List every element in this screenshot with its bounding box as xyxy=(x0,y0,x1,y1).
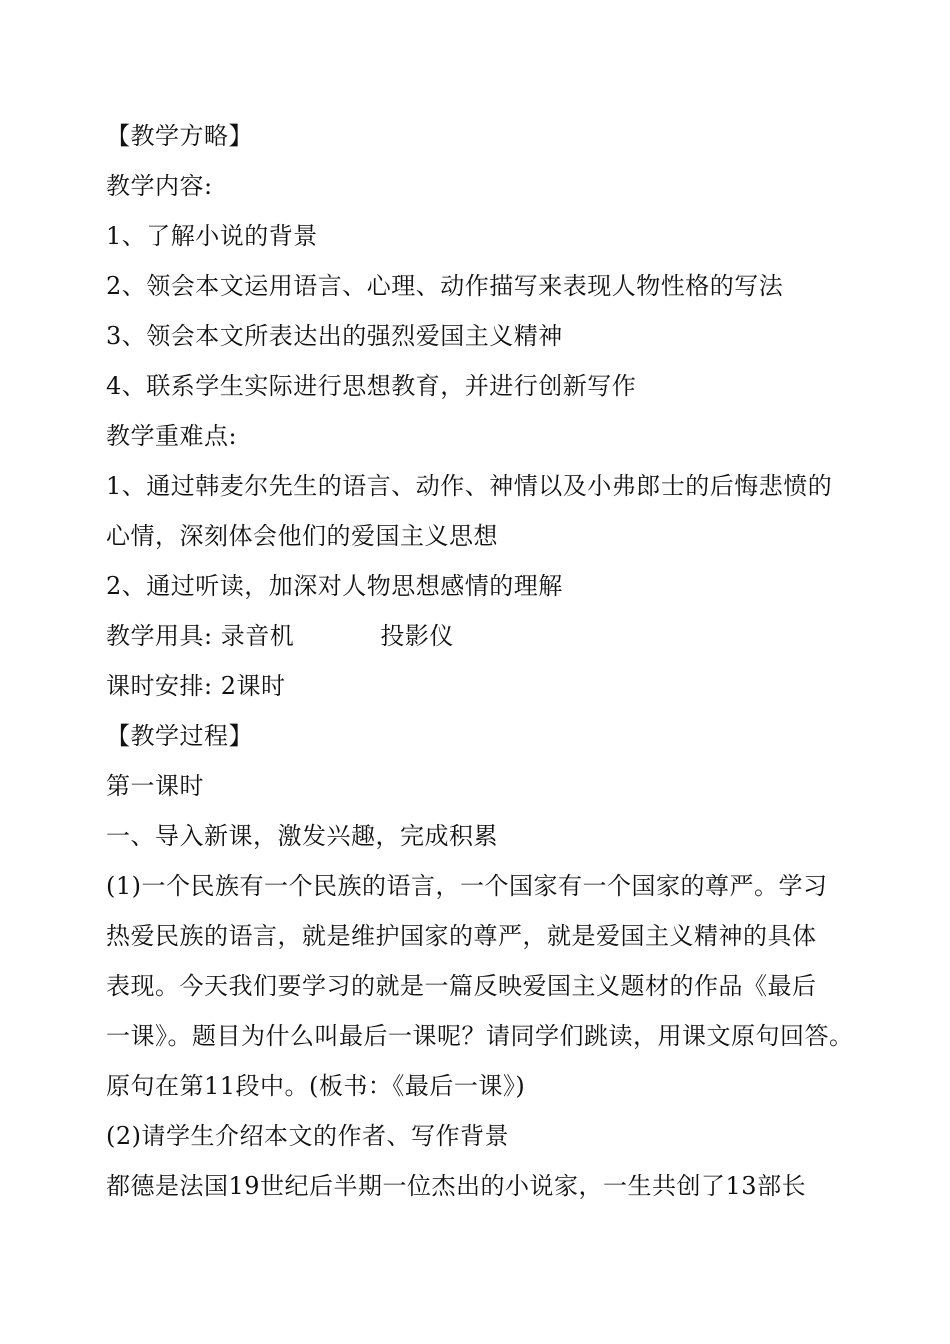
paragraph-line: 表现。今天我们要学习的就是一篇反映爱国主义题材的作品《最后 xyxy=(106,972,817,1000)
equipment-label: 教学用具: xyxy=(106,622,213,650)
equipment-item: 投影仪 xyxy=(380,622,454,650)
content-item: 2、领会本文运用语言、心理、动作描写来表现人物性格的写法 xyxy=(106,272,784,300)
key-point-line: 2、通过听读，加深对人物思想感情的理解 xyxy=(106,572,563,600)
key-point-line: 1、通过韩麦尔先生的语言、动作、神情以及小弗郎士的后悔悲愤的 xyxy=(106,472,833,500)
section-one-title: 一、导入新课，激发兴趣，完成积累 xyxy=(106,822,498,850)
content-item: 1、了解小说的背景 xyxy=(106,222,318,250)
paragraph-line: 热爱民族的语言，就是维护国家的尊严，就是爱国主义精神的具体 xyxy=(106,922,817,950)
key-points-label: 教学重难点: xyxy=(106,422,238,450)
content-item: 4、联系学生实际进行思想教育，并进行创新写作 xyxy=(106,372,637,400)
teaching-equipment xyxy=(106,620,454,652)
teaching-content-label: 教学内容: xyxy=(106,172,213,200)
content-item: 3、领会本文所表达出的强烈爱国主义精神 xyxy=(106,322,563,350)
paragraph-line: 原句在第11段中。(板书：《最后一课》) xyxy=(106,1072,526,1100)
heading-teaching-process: 【教学过程】 xyxy=(106,722,253,750)
equipment-item: 录音机 xyxy=(220,622,295,650)
paragraph-line: (2)请学生介绍本文的作者、写作背景 xyxy=(106,1122,509,1150)
paragraph-line: (1)一个民族有一个民族的语言，一个国家有一个国家的尊严。学习 xyxy=(106,872,828,900)
heading-teaching-strategy: 【教学方略】 xyxy=(106,122,253,150)
key-point-line: 心情，深刻体会他们的爱国主义思想 xyxy=(106,522,498,550)
paragraph-line: 都德是法国19世纪后半期一位杰出的小说家，一生共创了13部长 xyxy=(106,1172,807,1200)
class-schedule: 课时安排: 2课时 xyxy=(106,672,286,700)
lesson-one-title: 第一课时 xyxy=(106,772,204,800)
paragraph-line: 一课》。题目为什么叫最后一课呢？请同学们跳读，用课文原句回答。 xyxy=(106,1022,854,1050)
